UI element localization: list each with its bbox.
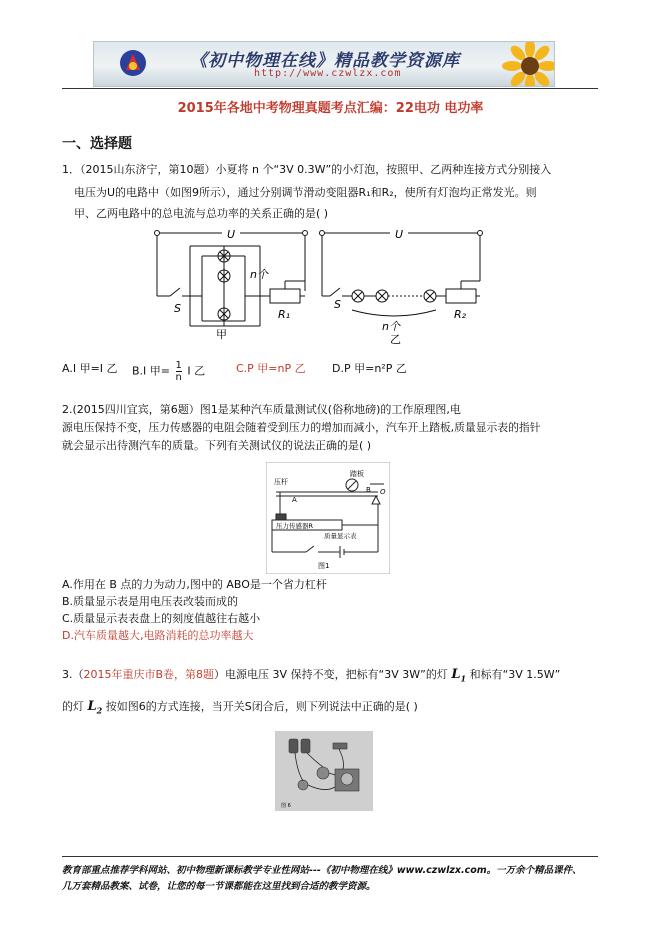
q3-photo-figure bbox=[275, 731, 373, 811]
q1-line1: 1．（2015山东济宁，第10题）小夏将 n 个“3V 0.3W”的小灯泡，按照甲、乙两种连接方式分别接入 bbox=[62, 163, 552, 176]
q3-l1: L bbox=[451, 667, 461, 682]
q2-option-b: B.质量显示表是用电压表改装而成的 bbox=[62, 595, 239, 608]
q3-fig-caption: 图 6 bbox=[281, 803, 291, 809]
q2-label-meter: 质量显示表 bbox=[324, 532, 357, 540]
q1-label-s2: S bbox=[334, 298, 341, 311]
q2-option-a: A.作用在 B 点的力为动力,图中的 ABO是一个省力杠杆 bbox=[62, 578, 327, 591]
q2-label-o: O bbox=[380, 488, 386, 496]
q3-l1-sub: 1 bbox=[460, 673, 467, 684]
q3-l2-sub: 2 bbox=[96, 705, 103, 716]
q2-label-a: A bbox=[292, 496, 297, 504]
q1-label-jia: 甲 bbox=[216, 328, 227, 341]
site-logo bbox=[118, 48, 148, 78]
q1-option-b-tail: I 乙 bbox=[187, 364, 206, 378]
q1-option-b-den: n bbox=[175, 372, 182, 383]
q3-line2 bbox=[62, 697, 418, 721]
q2-option-d-text: D.汽车质量越大,电路消耗的总功率越大 bbox=[62, 629, 254, 642]
q1-circuit-figure bbox=[150, 226, 490, 346]
q3-num: 3.（ bbox=[62, 668, 84, 681]
q3-line1 bbox=[62, 665, 560, 689]
banner-title: 《初中物理在线》精品教学资源库 bbox=[190, 51, 460, 71]
q2-label-sensor: 压力传感器R bbox=[276, 522, 314, 530]
header-rule bbox=[62, 88, 598, 89]
q1-label-u1: U bbox=[227, 228, 236, 241]
q3-l2: L bbox=[87, 699, 97, 714]
q2-option-d bbox=[62, 627, 253, 643]
q1-line3: 甲、乙两电路中的总电流与总功率的关系正确的是( ) bbox=[74, 207, 329, 220]
q1-label-u2: U bbox=[395, 228, 404, 241]
q2-option-c: C.质量显示表表盘上的刻度值越往右越小 bbox=[62, 612, 261, 625]
q2-line3: 就会显示出待测汽车的质量。下列有关测试仪的说法正确的是( ) bbox=[62, 439, 372, 452]
q1-label-r2: R₂ bbox=[454, 308, 467, 321]
footer-rule bbox=[62, 856, 598, 857]
sunflower-image bbox=[492, 41, 555, 87]
q2-line1: 2.(2015四川宜宾，第6题）图1是某种汽车质量测试仪(俗称地磅)的工作原理图,电 bbox=[62, 403, 461, 416]
banner-url: http://www.czwlzx.com bbox=[254, 68, 402, 79]
q1-label-r1: R₁ bbox=[278, 308, 291, 321]
q2-label-b: B bbox=[366, 486, 371, 494]
q2-label-rod: 压杆 bbox=[274, 478, 288, 486]
q1-label-n2: n个 bbox=[382, 320, 400, 333]
q2-label-pedal: 踏板 bbox=[350, 470, 364, 478]
q1-line2: 电压为U的电路中（如图9所示），通过分别调节滑动变阻器R₁和R₂，使所有灯泡均正常发光。则 bbox=[74, 186, 537, 199]
document-title: 2015年各地中考物理真题考点汇编：22电功 电功率 bbox=[177, 101, 484, 116]
q1-label-n1: n个 bbox=[250, 268, 268, 281]
q3-line2-post: 按如图6的方式连接，当开关S闭合后，则下列说法中正确的是( ) bbox=[102, 700, 418, 713]
q1-option-b bbox=[132, 360, 205, 383]
footer bbox=[62, 863, 602, 895]
q1-label-yi: 乙 bbox=[390, 333, 401, 346]
q1-option-b-num: 1 bbox=[175, 360, 182, 371]
site-banner bbox=[93, 41, 555, 87]
section-heading: 一、选择题 bbox=[62, 136, 132, 152]
q2-caption: 图1 bbox=[318, 562, 330, 570]
q2-line2: 源电压保持不变，压力传感器的电阻会随着受到压力的增加而减小，汽车开上踏板,质量显示表的指针 bbox=[62, 421, 541, 434]
q1-option-a: A.I 甲=I 乙 bbox=[62, 362, 118, 375]
q1-label-s1: S bbox=[174, 302, 181, 315]
q1-option-b-head: B.I 甲= bbox=[132, 364, 171, 378]
footer-line2: 几万套精品教案、试卷，让您的每一节课都能在这里找到合适的教学资源。 bbox=[62, 881, 376, 892]
q2-scale-figure bbox=[266, 462, 390, 574]
q3-after: ）电源电压 3V 保持不变，把标有“3V 3W”的灯 bbox=[214, 668, 452, 681]
q3-mid: 和标有“3V 1.5W” bbox=[466, 668, 561, 681]
footer-line1: 教育部重点推荐学科网站、初中物理新课标教学专业性网站---《初中物理在线》www.czwlzx.com。一万余个精品课件、 bbox=[62, 865, 582, 876]
q3-source: 2015年重庆市B卷，第8题 bbox=[83, 668, 215, 681]
q3-line2-pre: 的灯 bbox=[62, 700, 88, 713]
q1-option-d: D.P 甲=n²P 乙 bbox=[332, 362, 407, 375]
q1-option-c: C.P 甲=nP 乙 bbox=[236, 362, 306, 375]
